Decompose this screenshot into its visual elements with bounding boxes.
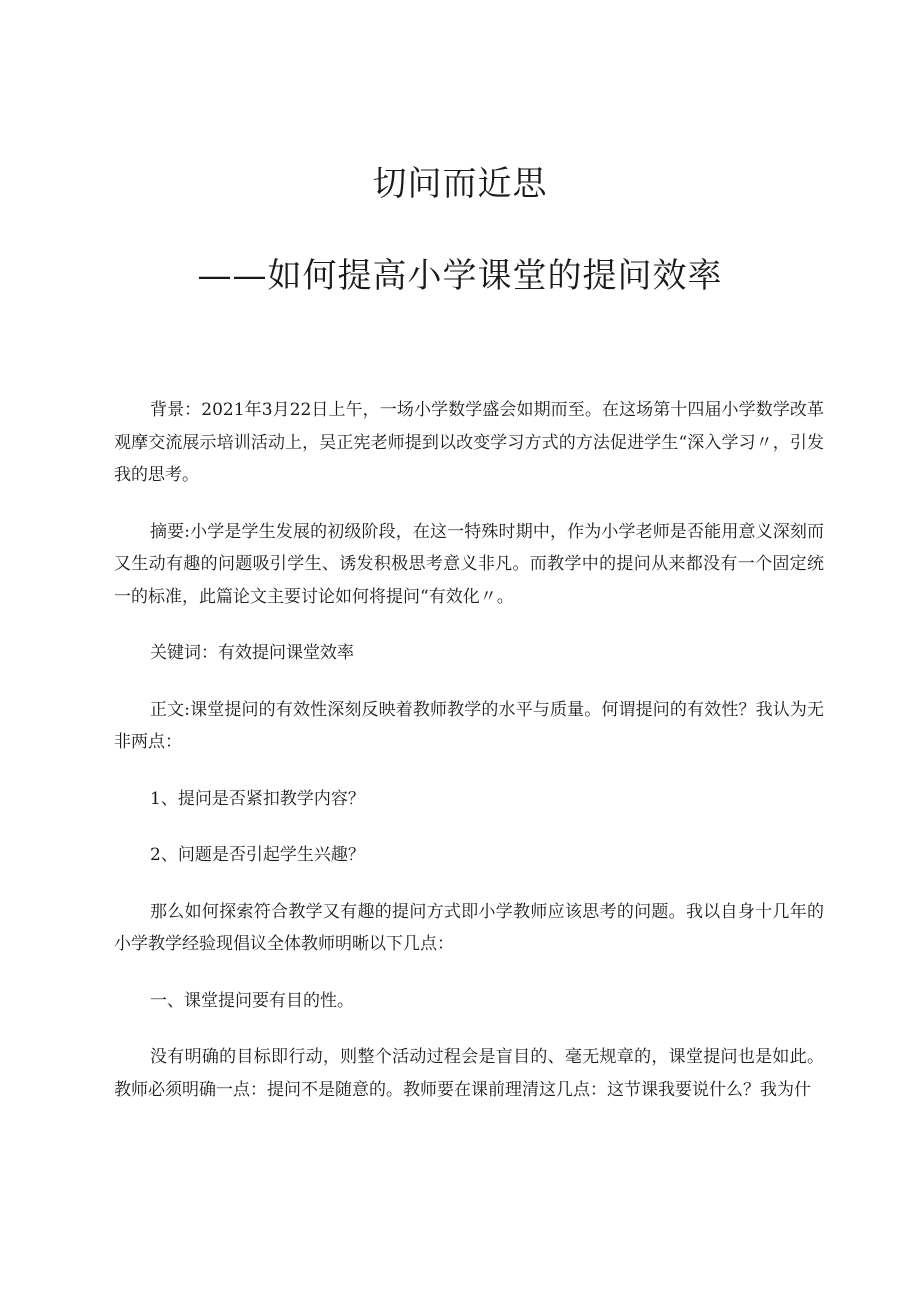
paragraph-abstract: 摘要:小学是学生发展的初级阶段，在这一特殊时期中，作为小学老师是否能用意义深刻而又生动有趣的问题吸引学生、诱发积极思考意义非凡。而教学中的提问从来都没有一个固定统一的标准，此篇论文主要讨论如何将提问“有效化〃。 [114, 521, 824, 607]
paragraph-main-text: 正文:课堂提问的有效性深刻反映着教师教学的水平与质量。何谓提问的有效性？我认为无非两点： [114, 699, 824, 752]
paragraph-background: 背景：2021年3月22日上午，一场小学数学盛会如期而至。在这场第十四届小学数学改革观摩交流展示培训活动上，吴正宪老师提到以改变学习方式的方法促进学生“深入学习〃，引发我的思考。 [114, 400, 824, 485]
document-title: 切问而近思 [372, 164, 548, 204]
section-heading-1: 一、课堂提问要有目的性。 [150, 990, 354, 1011]
document-subtitle: ——如何提高小学课堂的提问效率 [197, 256, 723, 296]
paragraph-keywords: 关键词：有效提问课堂效率 [150, 643, 354, 663]
paragraph-section-1: 没有明确的目标即行动，则整个活动过程会是盲目的、毫无规章的，课堂提问也是如此。教师必须明确一点：提问不是随意的。教师要在课前理清这几点：这节课我要说什么？我为什 [114, 1047, 824, 1100]
list-item-point-1: 1、提问是否紧扣教学内容？ [150, 788, 365, 809]
list-item-point-2: 2、问题是否引起学生兴趣？ [150, 845, 365, 865]
paragraph-transition: 那么如何探索符合教学又有趣的提问方式即小学教师应该思考的问题。我以自身十几年的小学教学经验现倡议全体教师明晰以下几点： [114, 901, 824, 954]
document-body [114, 394, 824, 1106]
